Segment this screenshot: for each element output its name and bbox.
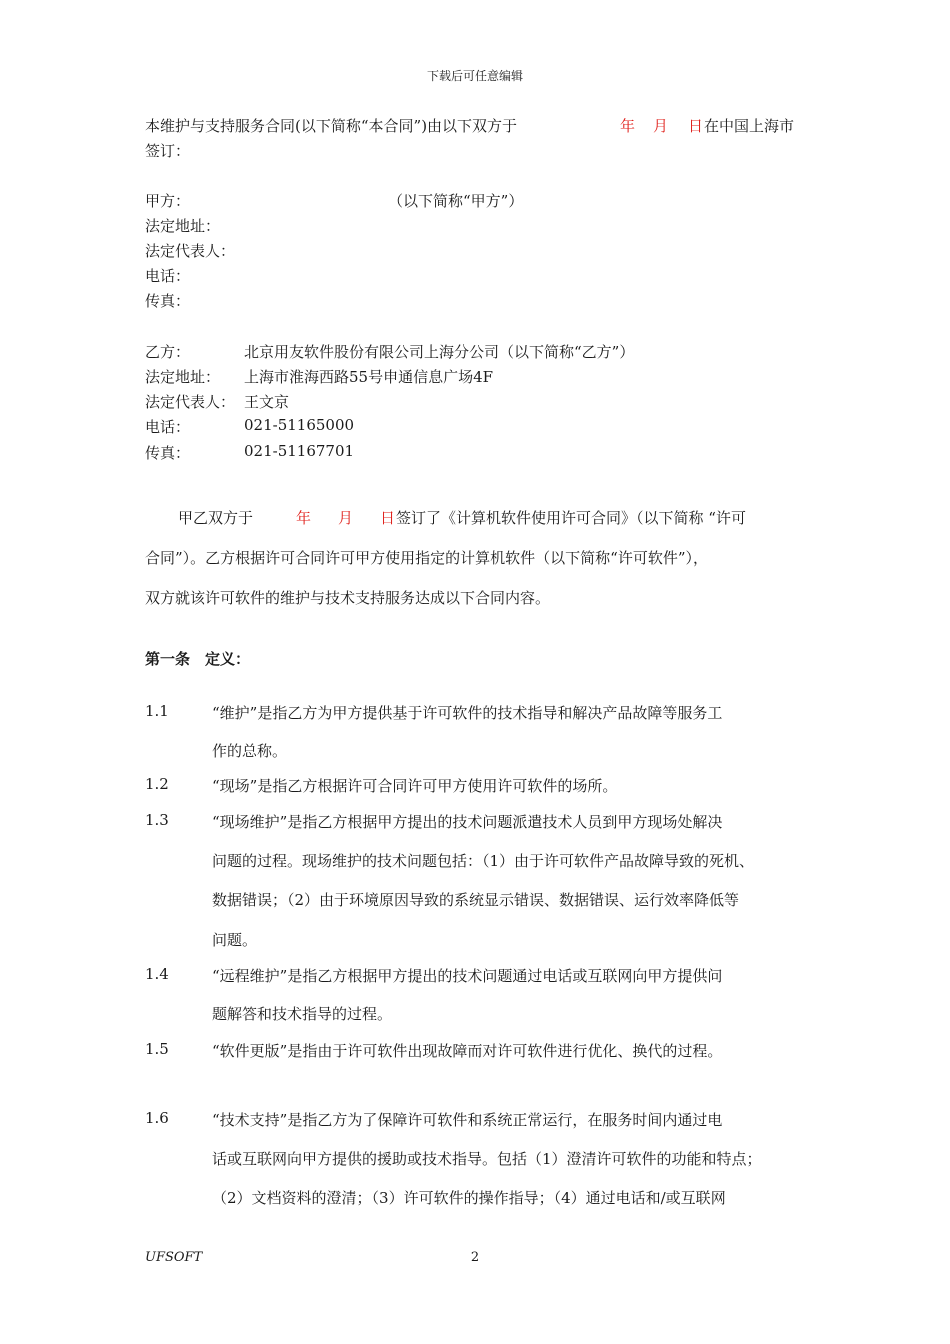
clause-number: 1.4 bbox=[145, 965, 169, 983]
party-a-rep-label: 法定代表人： bbox=[145, 242, 236, 260]
clause-number: 1.5 bbox=[145, 1040, 169, 1058]
intro-line-1 bbox=[145, 115, 517, 136]
party-b-phone-label: 电话： bbox=[145, 418, 191, 436]
intro-text-end: 在中国上海市 bbox=[704, 117, 795, 135]
clause-line: “现场维护”是指乙方根据甲方提出的技术问题派遣技术人员到甲方现场处解决 bbox=[212, 813, 723, 831]
recital-start: 甲乙双方于 bbox=[178, 509, 254, 527]
party-a-label: 甲方： bbox=[145, 192, 191, 210]
recital-line-2: 合同”）。乙方根据许可合同许可甲方使用指定的计算机软件（以下简称“许可软件”）， bbox=[145, 549, 709, 567]
clause-line: 作的总称。 bbox=[212, 742, 288, 760]
clause-line: 话或互联网向甲方提供的援助或技术指导。包括（1）澄清许可软件的功能和特点； bbox=[212, 1150, 762, 1168]
intro-line-2: 签订： bbox=[145, 142, 191, 160]
intro-date-day: 日 bbox=[688, 117, 704, 135]
party-a-phone-label: 电话： bbox=[145, 267, 191, 285]
clause-line: “现场”是指乙方根据许可合同许可甲方使用许可软件的场所。 bbox=[212, 777, 618, 795]
intro-text-start: 本维护与支持服务合同(以下简称“本合同”)由以下双方于 bbox=[145, 117, 518, 135]
clause-number: 1.6 bbox=[145, 1109, 169, 1127]
party-b-fax-label: 传真： bbox=[145, 444, 191, 462]
footer-brand: UFSOFT bbox=[145, 1250, 203, 1265]
party-a-fax-label: 传真： bbox=[145, 292, 191, 310]
clause-line: （2）文档资料的澄清；（3）许可软件的操作指导；（4）通过电话和/或互联网 bbox=[212, 1189, 726, 1207]
page-number: 2 bbox=[470, 1250, 480, 1265]
article-1-heading: 第一条 定义： bbox=[145, 650, 251, 668]
clause-line: 问题的过程。现场维护的技术问题包括：（1）由于许可软件产品故障导致的死机、 bbox=[212, 852, 755, 870]
clause-line: 题解答和技术指导的过程。 bbox=[212, 1005, 393, 1023]
recital-month: 月 bbox=[338, 509, 354, 527]
clause-line: 问题。 bbox=[212, 931, 258, 949]
party-a-address-label: 法定地址： bbox=[145, 217, 221, 235]
party-b-rep: 王文京 bbox=[244, 393, 290, 411]
recital-day: 日 bbox=[380, 509, 396, 527]
recital-year: 年 bbox=[296, 509, 312, 527]
party-b-address-label: 法定地址： bbox=[145, 368, 221, 386]
intro-date-year: 年 bbox=[620, 117, 636, 135]
clause-line: “远程维护”是指乙方根据甲方提出的技术问题通过电话或互联网向甲方提供问 bbox=[212, 967, 723, 985]
party-b-rep-label: 法定代表人： bbox=[145, 393, 236, 411]
clause-line: “软件更版”是指由于许可软件出现故障而对许可软件进行优化、换代的过程。 bbox=[212, 1042, 723, 1060]
recital-line-1-end: 签订了《计算机软件使用许可合同》（以下简称 “许可 bbox=[396, 509, 746, 527]
party-b-address: 上海市淮海西路55号申通信息广场4F bbox=[244, 368, 494, 386]
header-note: 下载后可任意编辑 bbox=[426, 69, 523, 83]
party-b-phone: 021-51165000 bbox=[244, 416, 355, 434]
party-a-alias: （以下简称“甲方”） bbox=[388, 192, 524, 210]
intro-date-month: 月 bbox=[653, 117, 669, 135]
recital-line-3: 双方就该许可软件的维护与技术支持服务达成以下合同内容。 bbox=[145, 589, 551, 607]
clause-line: 数据错误；（2）由于环境原因导致的系统显示错误、数据错误、运行效率降低等 bbox=[212, 891, 740, 909]
party-b-fax: 021-51167701 bbox=[244, 442, 355, 460]
clause-number: 1.2 bbox=[145, 775, 169, 793]
clause-line: “维护”是指乙方为甲方提供基于许可软件的技术指导和解决产品故障等服务工 bbox=[212, 704, 723, 722]
clause-number: 1.3 bbox=[145, 811, 169, 829]
party-b-name: 北京用友软件股份有限公司上海分公司（以下简称“乙方”） bbox=[244, 343, 635, 361]
clause-number: 1.1 bbox=[145, 702, 169, 720]
clause-line: “技术支持”是指乙方为了保障许可软件和系统正常运行，在服务时间内通过电 bbox=[212, 1111, 723, 1129]
party-b-label: 乙方： bbox=[145, 343, 191, 361]
